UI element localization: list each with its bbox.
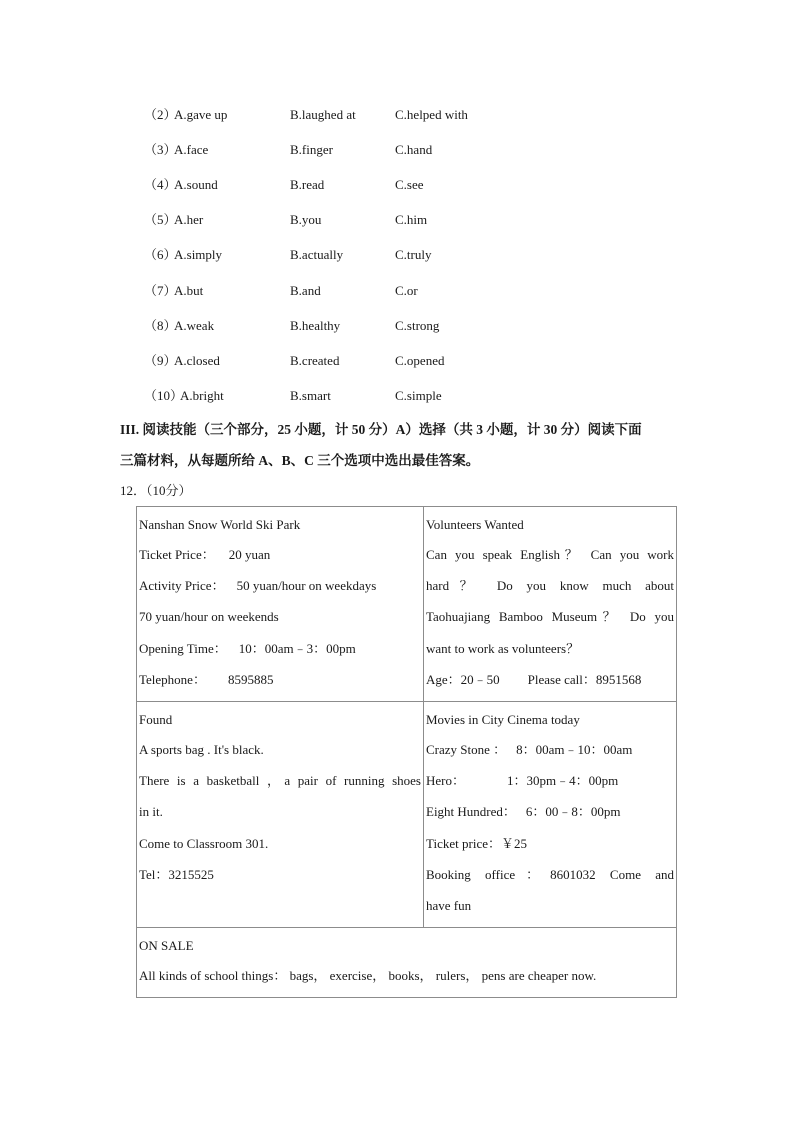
option-c: C.strong xyxy=(395,318,440,333)
section-heading-line: III. 阅读技能（三个部分，25 小题，计 50 分）A）选择（共 3 小题，计 30 分）阅读下面 xyxy=(120,422,642,437)
option-b: B.and xyxy=(290,283,321,298)
option-a: A.face xyxy=(174,142,209,157)
movie-ticket-price: Ticket price：￥25 xyxy=(426,835,527,851)
found-title: Found xyxy=(139,711,173,727)
volunteers-title: Volunteers Wanted xyxy=(426,517,524,532)
option-a: A.gave up xyxy=(174,107,228,122)
option-number: （9） xyxy=(144,353,177,368)
option-number: （3） xyxy=(144,142,177,157)
option-a: A.sound xyxy=(174,177,218,192)
volunteers-text-line: want to work as volunteers？ xyxy=(426,640,580,656)
option-a: A.simply xyxy=(174,247,223,262)
option-a: A.but xyxy=(174,283,204,298)
movie-line xyxy=(426,734,674,765)
activity-price-value: 50 yuan/hour on weekdays xyxy=(236,578,377,594)
movie-name: Eight Hundred： xyxy=(426,804,516,820)
found-text-line: There is a basketball ，a pair of running shoes xyxy=(139,773,421,789)
sale-title: ON SALE xyxy=(139,938,194,954)
found-cell xyxy=(137,701,424,927)
telephone-value: 8595885 xyxy=(227,671,274,687)
option-number: （7） xyxy=(144,283,177,298)
option-b: B.laughed at xyxy=(290,107,356,122)
telephone-line xyxy=(139,664,421,695)
sale-cell xyxy=(137,928,677,998)
volunteers-contact-line xyxy=(426,664,674,695)
activity-price-line xyxy=(139,570,421,601)
activity-price-weekend: 70 yuan/hour on weekends xyxy=(139,609,279,625)
movie-line xyxy=(426,796,674,827)
found-text-line: A sports bag . It's black. xyxy=(139,741,264,757)
section-heading xyxy=(120,414,680,476)
option-c: C.or xyxy=(395,283,418,298)
option-b: B.finger xyxy=(290,142,333,157)
opening-time-label: Opening Time： xyxy=(139,640,227,656)
option-b: B.healthy xyxy=(290,318,341,333)
option-number: （2） xyxy=(144,107,177,122)
option-c: C.helped with xyxy=(395,107,468,122)
volunteers-cell xyxy=(424,507,677,702)
ticket-price-line xyxy=(139,539,421,570)
movie-time: 6：00﹣8：00pm xyxy=(525,804,621,820)
activity-price-label: Activity Price： xyxy=(139,578,225,594)
ticket-price-value: 20 yuan xyxy=(228,547,271,562)
question-number: 12．（10分） xyxy=(120,483,192,498)
option-number: （10） xyxy=(144,388,184,403)
option-a: A.closed xyxy=(174,353,220,368)
table-row xyxy=(137,928,677,998)
reading-table xyxy=(136,506,677,998)
movies-title: Movies in City Cinema today xyxy=(426,711,580,727)
table-row xyxy=(137,507,677,702)
table-row xyxy=(137,701,677,927)
ski-park-title: Nanshan Snow World Ski Park xyxy=(139,517,301,532)
volunteers-age: Age：20﹣50 xyxy=(426,671,500,687)
sale-text: All kinds of school things： bags， exercise， books， rulers， pens are cheaper now. xyxy=(139,968,597,984)
movie-line xyxy=(426,765,674,796)
option-b: B.read xyxy=(290,177,325,192)
telephone-label: Telephone： xyxy=(139,671,206,687)
movie-name: Hero： xyxy=(426,773,465,789)
found-tel: Tel：3215525 xyxy=(139,866,214,882)
opening-time-line xyxy=(139,633,421,664)
option-b: B.created xyxy=(290,353,340,368)
volunteers-text-line: Can you speak English？ Can you work xyxy=(426,547,674,562)
ticket-price-label: Ticket Price： xyxy=(139,547,215,562)
option-b: B.you xyxy=(290,212,322,227)
option-c: C.opened xyxy=(395,353,445,368)
opening-time-value: 10：00am﹣3：00pm xyxy=(238,640,356,656)
section-heading-line: 三篇材料，从每题所给 A、B、C 三个选项中选出最佳答案。 xyxy=(120,453,480,468)
volunteers-text-line: Taohuajiang Bamboo Museum？ Do you xyxy=(426,609,674,625)
option-number: （4） xyxy=(144,177,177,192)
booking-office-line: Booking office：8601032 Come and xyxy=(426,866,674,882)
option-a: A.her xyxy=(174,212,204,227)
option-c: C.simple xyxy=(395,388,442,403)
ski-park-cell xyxy=(137,507,424,702)
volunteers-text-line: hard？ Do you know much about xyxy=(426,578,674,594)
option-a: A.bright xyxy=(180,388,224,403)
volunteers-call: Please call：8951568 xyxy=(527,671,642,687)
movies-cell xyxy=(424,701,677,927)
option-a: A.weak xyxy=(174,318,215,333)
option-b: B.smart xyxy=(290,388,331,403)
found-text-line: Come to Classroom 301. xyxy=(139,835,269,851)
movie-name: Crazy Stone ： xyxy=(426,741,507,757)
option-number: （8） xyxy=(144,318,177,333)
option-c: C.see xyxy=(395,177,424,192)
option-b: B.actually xyxy=(290,247,344,262)
booking-office-line: have fun xyxy=(426,897,472,913)
option-number: （5） xyxy=(144,212,177,227)
option-c: C.hand xyxy=(395,142,433,157)
movie-time: 1：30pm﹣4：00pm xyxy=(507,773,619,789)
found-text-line: in it. xyxy=(139,804,163,820)
option-number: （6） xyxy=(144,247,177,262)
option-c: C.truly xyxy=(395,247,432,262)
option-c: C.him xyxy=(395,212,428,227)
movie-time: 8：00am﹣10：00am xyxy=(516,741,633,757)
